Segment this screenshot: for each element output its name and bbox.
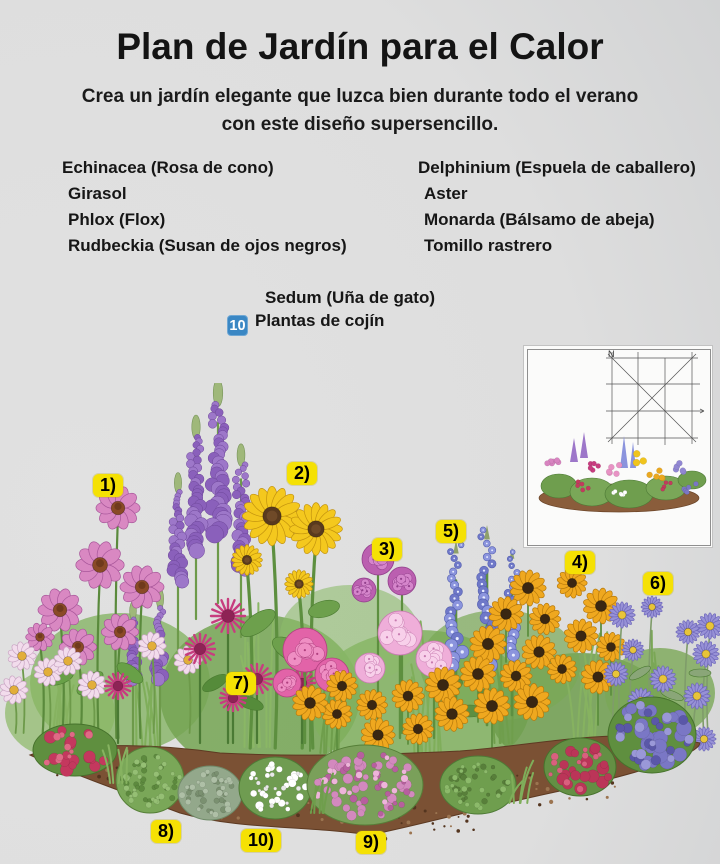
plant-list-item: Monarda (Bálsamo de abeja) bbox=[424, 210, 655, 229]
page-title: Plan de Jardín para el Calor bbox=[116, 26, 604, 67]
plant-number-label: 6) bbox=[643, 572, 673, 595]
plan-diagram bbox=[524, 346, 714, 549]
plant-list-item: Rudbeckia (Susan de ojos negros) bbox=[68, 236, 347, 255]
compass-north-label: N bbox=[608, 349, 615, 359]
plant-number-label: 2) bbox=[287, 462, 317, 485]
plant-number-label: 5) bbox=[436, 520, 466, 543]
plant-number-label: 1) bbox=[93, 474, 123, 497]
plant-list-center-label: Plantas de cojín bbox=[255, 311, 385, 330]
plot-grid bbox=[606, 352, 704, 445]
plant-number-label: 8) bbox=[151, 820, 181, 843]
plan-inset bbox=[523, 345, 713, 548]
mini-garden-art bbox=[539, 432, 706, 512]
plant-number-label: 3) bbox=[372, 538, 402, 561]
plant-list-item: Echinacea (Rosa de cono) bbox=[62, 158, 274, 177]
page-subtitle: Crea un jardín elegante que luzca bien durante todo el verano con este diseño supersencillo. bbox=[81, 86, 639, 135]
plant-list-item: Phlox (Flox) bbox=[68, 210, 166, 229]
count-badge: 10 bbox=[227, 315, 248, 336]
plant-number-label: 4) bbox=[565, 551, 595, 574]
plant-number-label: 7) bbox=[226, 672, 256, 695]
plant-list-item: Aster bbox=[424, 184, 468, 203]
plant-number-label: 10) bbox=[241, 829, 281, 852]
plant-list-center-label: Sedum (Uña de gato) bbox=[265, 288, 436, 307]
plant-number-label: 9) bbox=[356, 831, 386, 854]
plant-list-item: Girasol bbox=[68, 184, 127, 203]
plant-list-item: Delphinium (Espuela de caballero) bbox=[418, 158, 696, 177]
plant-list-item: Tomillo rastrero bbox=[424, 236, 553, 255]
